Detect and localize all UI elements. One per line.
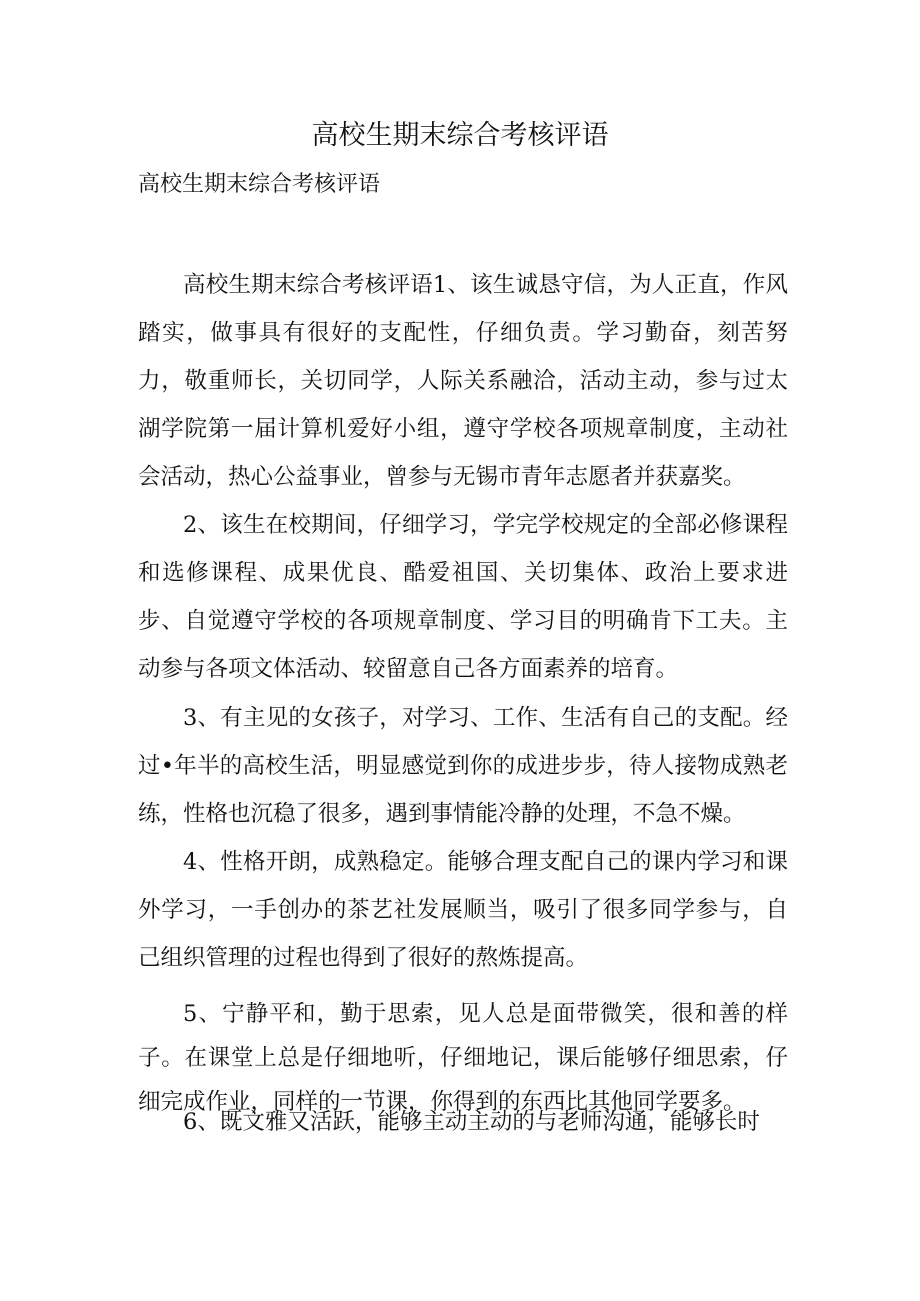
document-title: 高校生期末综合考核评语 — [311, 120, 609, 151]
paragraph-6: 6、既文雅又活跃，能够主动主动的与老师沟通，能够长时 — [183, 1109, 760, 1135]
paragraph-2: 2、该生在校期间，仔细学习，学完学校规定的全部必修课程和选修课程、成果优良、酷爱祖国、关切集体、政治上要求进步、自觉遵守学校的各项规章制度、学习目的明确肯下工夫。主动参与各项文体活动、较留意自己各方面素养的培育。 — [138, 512, 788, 682]
document-subtitle: 高校生期末综合考核评语 — [138, 172, 381, 197]
paragraph-4: 4、性格开朗，成熟稳定。能够合理支配自己的课内学习和课外学习，一手创办的茶艺社发展顺当，吸引了很多同学参与，自己组织管理的过程也得到了很好的熬炼提高。 — [138, 849, 788, 971]
paragraph-5: 5、宁静平和，勤于思索，见人总是面带微笑，很和善的样子。在课堂上总是仔细地听，仔细地记，课后能够仔细思索，仔细完成作业，同样的一节课，你得到的东西比其他同学要多。 — [138, 1001, 788, 1115]
paragraph-3: 3、有主见的女孩子，对学习、工作、生活有自己的支配。经过•年半的高校生活，明显感觉到你的成进步步，待人接物成熟老练，性格也沉稳了很多，遇到事情能冷静的处理，不急不燥。 — [138, 705, 788, 827]
paragraph-1: 高校生期末综合考核评语1、该生诚恳守信，为人正直，作风踏实，做事具有很好的支配性，仔细负责。学习勤奋，刻苦努力，敬重师长，关切同学，人际关系融洽，活动主动，参与过太湖学院第一届计算机爱好小组，遵守学校各项规章制度，主动社会活动，热心公益事业，曾参与无锡市青年志愿者并获嘉奖。 — [138, 272, 788, 490]
